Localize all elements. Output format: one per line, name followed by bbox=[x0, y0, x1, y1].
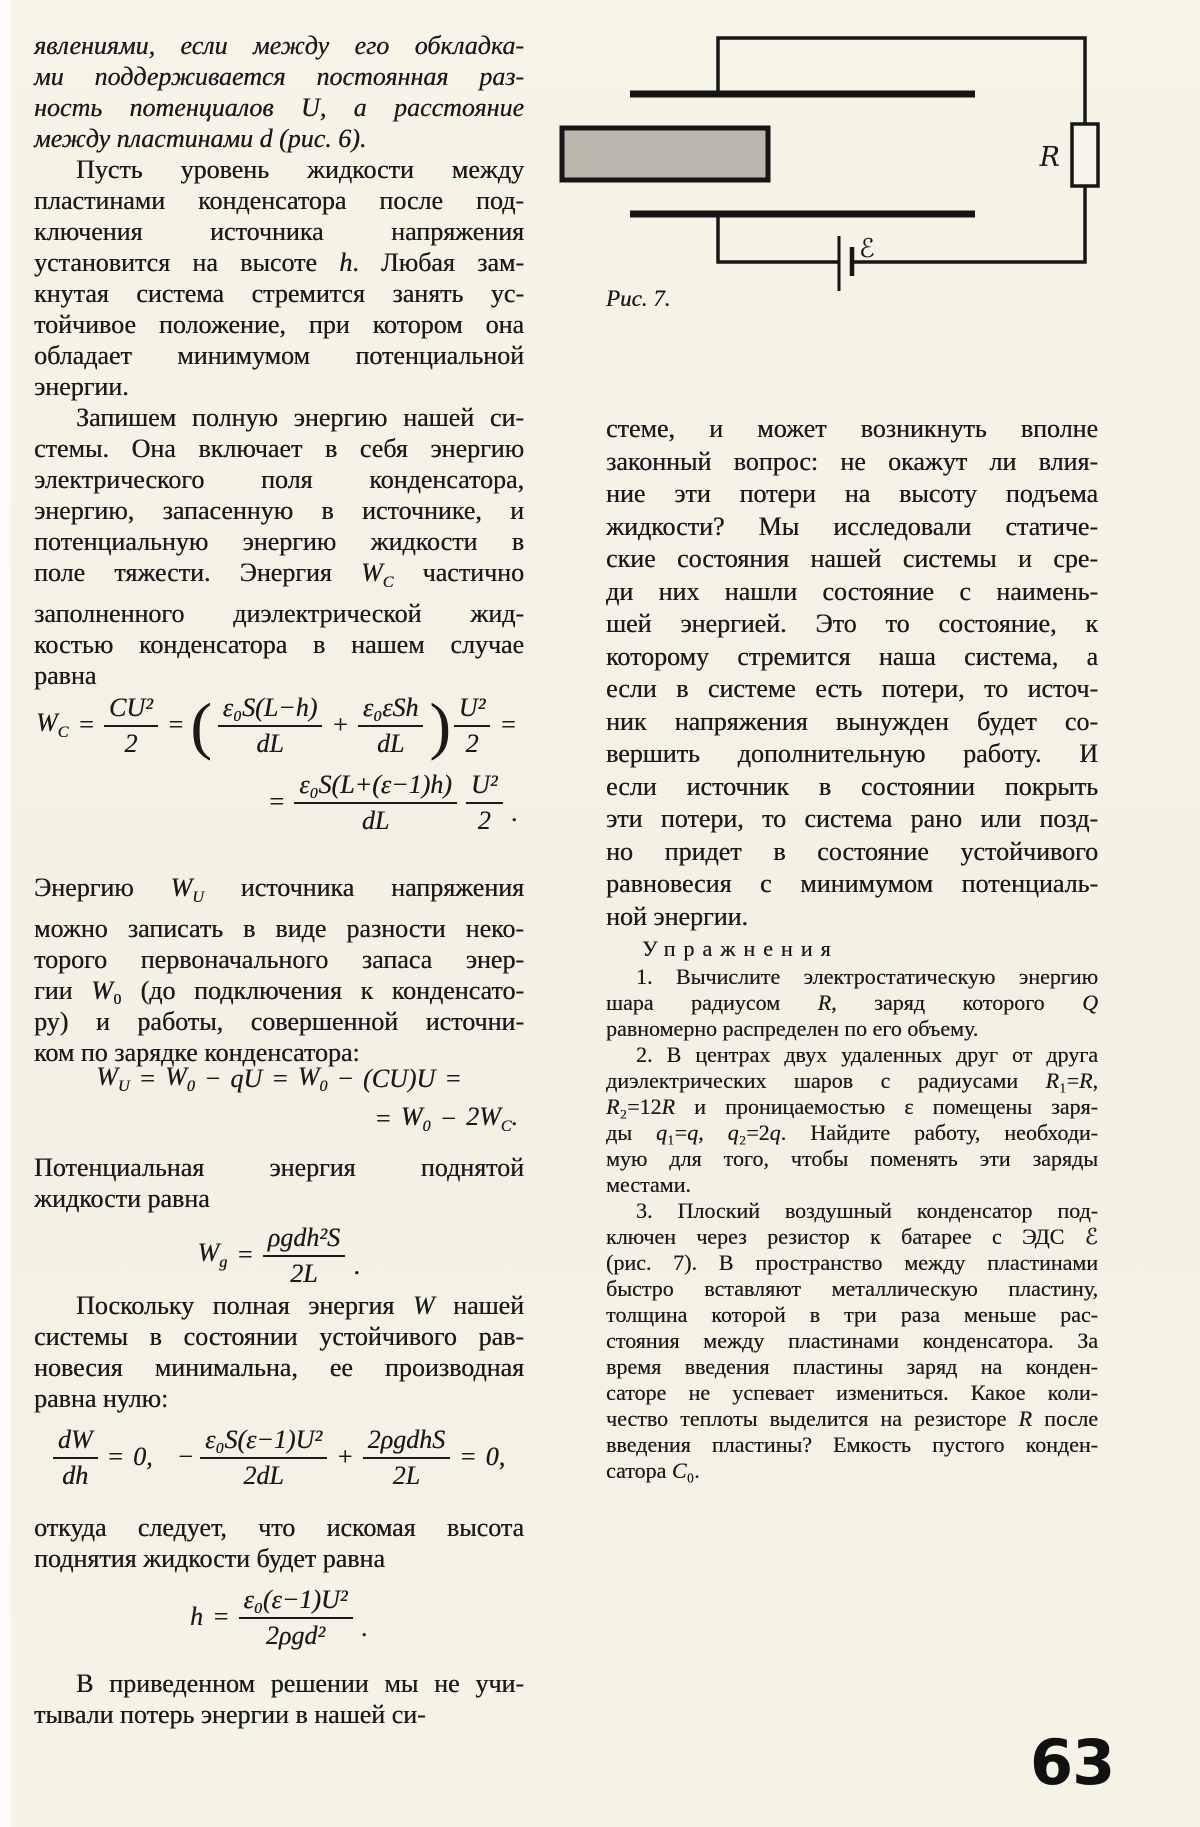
fraction: $\frac{\text{ε₀S(L+(ε−1)h)}}{dL}$ bbox=[294, 769, 457, 836]
text-line: энергии. bbox=[34, 372, 129, 401]
text-line: ком по зарядке конденсатора: bbox=[34, 1038, 360, 1068]
formula-wu-line1: $W_U$ = $W_0$ − qU = $W_0$ − (CU)U = bbox=[96, 1062, 462, 1096]
text-line: электрического поля конденсатора, bbox=[34, 465, 524, 494]
exercises-section bbox=[606, 936, 1098, 1484]
text-line: чество теплоты выделится на резисторе R после bbox=[606, 1406, 1098, 1431]
text-line: если источник в состоянии покрыть bbox=[606, 771, 1098, 801]
text-line: стеме, и может возникнуть вполне bbox=[606, 414, 1098, 443]
fraction: $\frac{\text{U²}}{2}$ bbox=[466, 769, 503, 836]
resistor-label: R bbox=[1039, 142, 1060, 173]
fraction: $\frac{\text{CU²}}{2}$ bbox=[104, 692, 158, 759]
text-line: новесия минимальна, ее производная bbox=[34, 1353, 524, 1382]
text-line: установится на высоте h. Любая зам- bbox=[34, 248, 525, 277]
text-line: Запишем полную энергию нашей си- bbox=[76, 403, 524, 432]
text-line: 2. В центрах двух удаленных друг от друга bbox=[636, 1042, 1098, 1067]
text-line: тойчивое положение, при котором она bbox=[34, 310, 524, 339]
text-line: ключен через резистор к батарее с ЭДС ℰ bbox=[606, 1224, 1098, 1249]
text-line: сатора C₀. bbox=[606, 1458, 700, 1483]
text-line: поле тяжести. Энергия $W_C$ частично bbox=[34, 558, 524, 592]
left-paren: ( bbox=[190, 689, 212, 761]
text-line: стояния между пластинами конденсатора. За bbox=[606, 1328, 1098, 1353]
text-line: но придет в состояние устойчивого bbox=[606, 836, 1098, 866]
text-line: диэлектрических шаров с радиусами R₁=R, bbox=[606, 1068, 1098, 1093]
text-line: вершить дополнительную работу. И bbox=[606, 739, 1098, 768]
text-line: ность потенциалов U, а расстояние bbox=[34, 93, 524, 122]
var-wg: $W_g$ bbox=[197, 1238, 228, 1272]
text-line: мую для того, чтобы поменять эти заряды bbox=[606, 1146, 1098, 1171]
text-line: пластинами конденсатора после под- bbox=[34, 186, 524, 215]
formula-h: h = $\frac{\text{ε₀(ε−1)U²}}{\text{2ρgd²}}$ . bbox=[189, 1585, 368, 1650]
fraction: $\frac{\text{ρgdh²S}}{2L}$ bbox=[263, 1222, 345, 1289]
text-line: между пластинами d (рис. 6). bbox=[34, 124, 367, 153]
fraction: $\frac{\text{U²}}{2}$ bbox=[454, 692, 491, 759]
fraction: $\frac{\text{ε₀S(ε−1)U²}}{2dL}$ bbox=[200, 1424, 327, 1491]
text-line: если в системе есть потери, то источ- bbox=[606, 674, 1098, 703]
text-line: законный вопрос: не окажут ли влия- bbox=[606, 446, 1098, 476]
text-line: 1. Вычислите электростатическую энергию bbox=[636, 964, 1098, 989]
formula-gravity-energy bbox=[34, 1222, 524, 1289]
text-line: ние эти потери на высоту подъема bbox=[606, 479, 1098, 508]
text-line: гии W₀ (до подключения к конденсато- bbox=[34, 976, 525, 1006]
scan-edge bbox=[0, 0, 11, 1827]
var-wu: $W_U$ bbox=[96, 1062, 130, 1096]
right-paren: ) bbox=[429, 689, 451, 761]
text-line: поднятия жидкости будет равна bbox=[34, 1544, 385, 1573]
paragraph-total-energy bbox=[34, 402, 524, 691]
text-line: тывали потерь энергии в нашей си- bbox=[34, 1700, 426, 1729]
text-line: откуда следует, что искомая высота bbox=[34, 1513, 524, 1542]
text-line: эти потери, то система рано или позд- bbox=[606, 804, 1098, 833]
text-line: системы в состоянии устойчивого рав- bbox=[34, 1322, 524, 1351]
formula-source-energy bbox=[34, 1062, 524, 1136]
formula-wc-line2: = $\frac{\text{ε₀S(L+(ε−1)h)}}{dL}$ $\frac{\text{U²}}{2}$ . bbox=[267, 769, 518, 835]
formula-wc-line1: $W_C$ = $\frac{\text{CU²}}{2}$ = ( $\frac{\text{ε₀S(L−h)}}{dL}$ + $\frac{\text{ε₀εSh}}{dL}$ ) $\frac{\text{U²}}{2}$ = bbox=[36, 689, 517, 761]
formula-derivative bbox=[34, 1424, 524, 1491]
paragraph-source-energy bbox=[34, 872, 524, 1068]
text-line: R₂=12R и проницаемостью ε помещены заря- bbox=[606, 1094, 1098, 1119]
text-line: саторе не успевает измениться. Какое коли- bbox=[606, 1380, 1098, 1405]
formula-height bbox=[34, 1584, 524, 1651]
text-line: толщина которой в три раза меньше рас- bbox=[606, 1302, 1098, 1327]
figure-caption: Рис. 7. bbox=[606, 286, 671, 311]
text-line: кнутая система стремится занять ус- bbox=[34, 279, 524, 308]
text-line: Потенциальная энергия поднятой bbox=[34, 1153, 524, 1182]
paragraph-whence bbox=[34, 1512, 524, 1574]
text-line: ключения источника напряжения bbox=[34, 217, 524, 246]
text-line: потенциальную энергию жидкости в bbox=[34, 527, 524, 556]
emf-label: ℰ bbox=[859, 234, 875, 264]
text-line: Энергию $W_U$ источника напряжения bbox=[34, 873, 525, 907]
paragraph-liquid-energy bbox=[34, 1152, 524, 1214]
text-line: ной энергии. bbox=[606, 901, 748, 931]
text-line: равномерно распределен по его объему. bbox=[606, 1016, 979, 1041]
formula-dw-dh: $\frac{dW}{dh}$ = 0, − $\frac{\text{ε₀S(ε−1)U²}}{2dL}$ + $\frac{\text{2ρgdhS}}{2L}$ = 0, bbox=[34, 1424, 524, 1491]
paragraph-intro-italic bbox=[34, 30, 524, 154]
exercises-heading: Упражнения bbox=[642, 936, 839, 961]
paragraph-minimum-energy bbox=[34, 1290, 524, 1414]
page-number: 63 bbox=[1030, 1726, 1115, 1799]
wire-bottom-right bbox=[852, 186, 1085, 262]
exercise-2 bbox=[606, 1042, 1098, 1198]
text-line: стемы. Она включает в себя энергию bbox=[34, 434, 524, 463]
text-line: явлениями, если между его обкладка- bbox=[34, 31, 524, 60]
var-w0: $W_0$ bbox=[165, 1062, 195, 1096]
text-line: (рис. 7). В пространство между пластинами bbox=[606, 1250, 1098, 1275]
text-line: заполненного диэлектрической жид- bbox=[34, 599, 524, 629]
text-line: время введения пластины заряд на конден- bbox=[606, 1354, 1098, 1379]
text-line: Поскольку полная энергия W нашей bbox=[76, 1291, 524, 1320]
fraction: $\frac{\text{2ρgdhS}}{2L}$ bbox=[363, 1424, 450, 1491]
text-line: В приведенном решении мы не учи- bbox=[76, 1669, 524, 1698]
text-line: равновесия с минимумом потенциаль- bbox=[606, 869, 1098, 898]
text-line: быстро вставляют металлическую пластину, bbox=[606, 1276, 1098, 1301]
paragraph-losses-intro bbox=[34, 1668, 524, 1730]
text-line: ми поддерживается постоянная раз- bbox=[34, 62, 524, 91]
text-line: ник напряжения вынужден будет со- bbox=[606, 706, 1098, 736]
text-line: ские состояния нашей системы и сре- bbox=[606, 544, 1098, 573]
text-line: шара радиусом R, заряд которого Q bbox=[606, 990, 1098, 1015]
var-w0: $W_0$ bbox=[297, 1062, 328, 1096]
wire-top bbox=[718, 38, 1085, 124]
text-line: 3. Плоский воздушный конденсатор под- bbox=[636, 1198, 1098, 1223]
exercise-1 bbox=[606, 964, 1098, 1042]
figure-circuit bbox=[548, 14, 1100, 292]
text-line: ру) и работы, совершенной источни- bbox=[34, 1007, 524, 1037]
text-line: равна нулю: bbox=[34, 1384, 169, 1413]
var-2wc: $2W_C$. bbox=[466, 1102, 518, 1136]
text-line: жидкости равна bbox=[34, 1184, 210, 1213]
text-line: введения пластины? Емкость пустого конден- bbox=[606, 1432, 1098, 1457]
metal-plate bbox=[562, 128, 768, 180]
text-line: Пусть уровень жидкости между bbox=[76, 155, 524, 184]
paragraph-liquid-level bbox=[34, 154, 524, 402]
text-line: торого первоначального запаса энер- bbox=[34, 945, 524, 975]
text-line: шей энергией. Это то состояние, к bbox=[606, 609, 1098, 638]
fraction: $\frac{\text{ε₀S(L−h)}}{dL}$ bbox=[218, 692, 323, 759]
var-wc: $W_C$ bbox=[36, 708, 69, 742]
text-line: обладает минимумом потенциальной bbox=[34, 341, 524, 370]
formula-wg: $W_g$ = $\frac{\text{ρgdh²S}}{2L}$ . bbox=[197, 1223, 361, 1288]
text-line: ди них нашли состояние с наимень- bbox=[606, 576, 1098, 606]
fraction: $\frac{\text{ε₀εSh}}{dL}$ bbox=[358, 692, 424, 759]
exercise-3 bbox=[606, 1198, 1098, 1484]
resistor bbox=[1072, 124, 1098, 186]
wire-bottom-left bbox=[718, 214, 839, 262]
text-line: которому стремится наша система, а bbox=[606, 641, 1098, 671]
text-line: жидкости? Мы исследовали статиче- bbox=[606, 511, 1098, 541]
text-line: костью конденсатора в нашем случае bbox=[34, 630, 524, 660]
text-line: энергию, запасенную в источнике, и bbox=[34, 496, 524, 525]
text-line: равна bbox=[34, 661, 97, 691]
circuit-diagram bbox=[548, 14, 1100, 292]
text-line: ды q₁=q, q₂=2q. Найдите работу, необходи- bbox=[606, 1120, 1098, 1145]
text-line: местами. bbox=[606, 1172, 691, 1197]
text-line: можно записать в виде разности неко- bbox=[34, 914, 524, 944]
fraction: $\frac{\text{ε₀(ε−1)U²}}{\text{2ρgd²}}$ bbox=[239, 1584, 353, 1651]
paragraph-losses-question bbox=[606, 413, 1098, 933]
formula-capacitor-energy bbox=[34, 689, 524, 836]
var-w0: $W_0$ bbox=[400, 1102, 431, 1136]
fraction: $\frac{dW}{dh}$ bbox=[53, 1424, 98, 1491]
formula-wu-line2: = $W_0$ − $2W_C$. bbox=[374, 1102, 518, 1136]
